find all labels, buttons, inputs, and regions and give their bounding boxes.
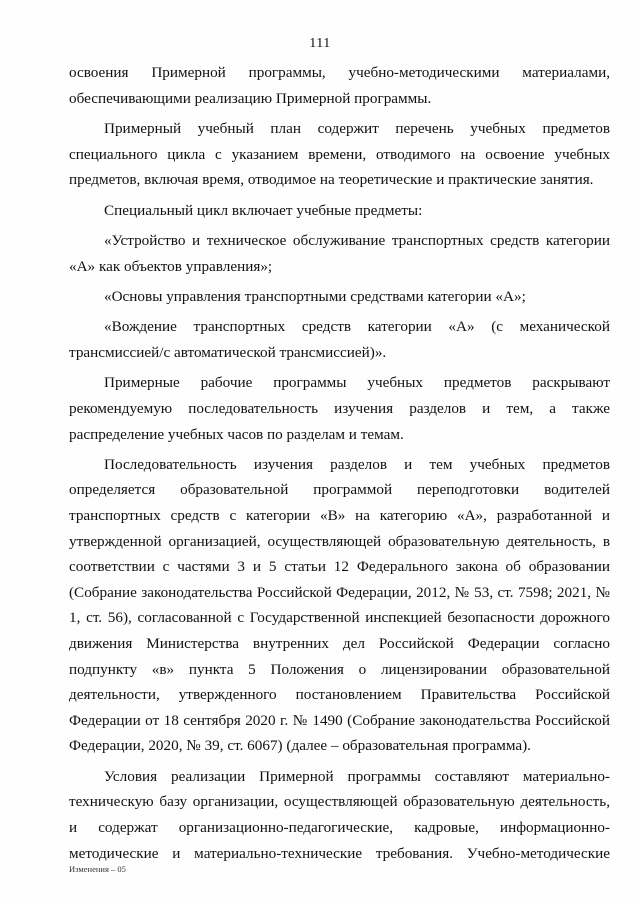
paragraph-conditions: Условия реализации Примерной программы составляют материально-техническую базу организации, осуществляющей образовательную деятельность, и содержат организационно-педагогические, кадровые, информационно-методические и материально-технические требования. Учебно-методические: [69, 767, 610, 862]
paragraph-special-cycle: Специальный цикл включает учебные предметы:: [104, 201, 423, 219]
paragraph-sequence: Последовательность изучения разделов и тем учебных предметов определяется образовательной программой переподготовки водителей транспортных средств с категории «В» на категорию «А», разработанной и утвержденной организацией, осуществляющей образовательную деятельность, в соответствии с частями 3 и 5 статьи 12 Федерального закона об образовании (Собрание законодательства Российской Федерации, 2012, № 53, ст. 7598; 2021, № 1, ст. 56), согласованной с Государственной инспекцией безопасности дорожного движения Министерства внутренних дел Российской Федерации согласно подпункту «в» пункта 5 Положения о лицензировании образовательной деятельности, утвержденного постановлением Правительства Российской Федерации от 18 сентября 2020 г. № 1490 (Собрание законодательства Российской Федерации, 2020, № 39, ст. 6067) (далее – образовательная программа).: [69, 455, 610, 755]
paragraph-continuation: освоения Примерной программы, учебно-методическими материалами, обеспечивающими реализацию Примерной программы.: [69, 64, 610, 107]
page-number: 111: [309, 36, 331, 51]
paragraph-curriculum: Примерный учебный план содержит перечень учебных предметов специального цикла с указанием времени, отводимого на освоение учебных предметов, включая время, отводимое на теоретические и практические занятия.: [69, 119, 610, 189]
paragraph-subject-driving: «Вождение транспортных средств категории «А» (с механической трансмиссией/с автоматической трансмиссией)».: [69, 318, 610, 361]
body-text: [69, 60, 610, 871]
paragraph-subject-control: «Основы управления транспортными средствами категории «А»;: [104, 287, 526, 305]
footer-note: Изменения – 05: [69, 864, 126, 874]
paragraph-work-programs: Примерные рабочие программы учебных предметов раскрывают рекомендуемую последовательность изучения разделов и тем, а также распределение учебных часов по разделам и темам.: [69, 374, 610, 443]
paragraph-subject-device: «Устройство и техническое обслуживание транспортных средств категории «А» как объектов управления»;: [69, 231, 610, 275]
